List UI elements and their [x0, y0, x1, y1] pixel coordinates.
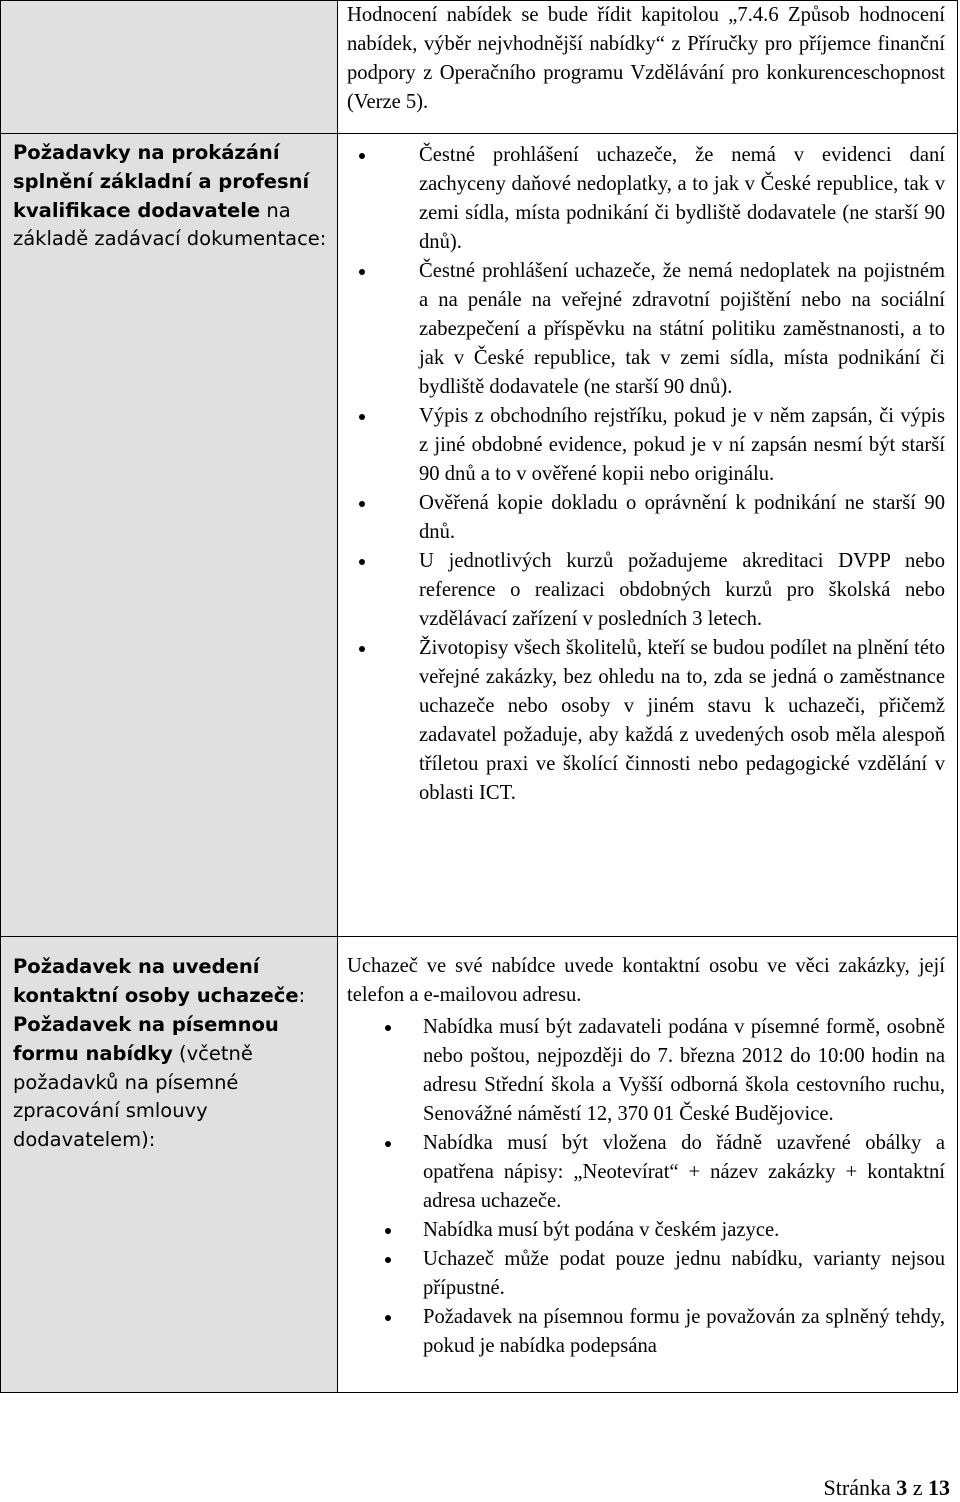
- list-item: Výpis z obchodního rejstříku, pokud je v něm zapsán, či výpis z jiné obdobné evidence, pokud je v ní zapsán nesmí být starší 90 dnů a to v ověřené kopii nebo originálu.: [419, 402, 945, 489]
- page-number: Stránka 3 z 13: [823, 1475, 950, 1500]
- list-item: U jednotlivých kurzů požadujeme akreditaci DVPP nebo reference o realizaci obdobných kurzů pro školská nebo vzdělávací zařízení v posledních 3 letech.: [419, 547, 945, 634]
- list-item: Požadavek na písemnou formu je považován za splněný tehdy, pokud je nabídka podepsána: [423, 1303, 945, 1361]
- contact-person-label: [13, 953, 331, 1011]
- bullet-icon: [359, 501, 365, 507]
- total-pages: 13: [928, 1475, 950, 1500]
- row-divider-1: [1, 133, 957, 134]
- list-item: Čestné prohlášení uchazeče, že nemá v evidenci daní zachyceny daňové nedoplatky, a to jak v České republice, tak v zemi sídla, místa podnikání či bydliště dodavatele (ne starší 90 dnů).: [419, 141, 945, 257]
- row1-label-cell: [1, 1, 337, 133]
- qualification-label-rest: na základě zadávací dokumentace:: [13, 198, 327, 251]
- list-item: Čestné prohlášení uchazeče, že nemá nedoplatek na pojistném a na penále na veřejné zdravotní pojištění nebo na sociální zabezpečení a příspěvku na státní politiku zaměstnanosti, a to jak v České republice, tak v zemi sídla, místa podnikání či bydliště dodavatele (ne starší 90 dnů).: [419, 257, 945, 402]
- qualification-list: [419, 141, 945, 808]
- evaluation-text: Hodnocení nabídek se bude řídit kapitolou „7.4.6 Způsob hodnocení nabídek, výběr nejvhodnější nabídky“ z Příručky pro příjemce finanční podpory z Operačního programu Vzdělávání pro konkurenceschopnost (Verze 5).: [347, 4, 945, 113]
- bullet-icon: [385, 1141, 391, 1147]
- bullet-icon: [359, 269, 365, 275]
- list-item: Životopisy všech školitelů, kteří se budou podílet na plnění této veřejné zakázky, bez ohledu na to, zda se jedná o zaměstnance uchazeče nebo osoby v jiném stavu k uchazeči, přičemž zadavatel požaduje, aby každá z uvedených osob měla alespoň tříletou praxi ve školící činnosti nebo pedagogické vzdělání v oblasti ICT.: [419, 634, 945, 808]
- list-item: Ověřená kopie dokladu o oprávnění k podnikání ne starší 90 dnů.: [419, 489, 945, 547]
- bullet-icon: [359, 559, 365, 565]
- bullet-icon: [359, 414, 365, 420]
- contact-person-label-bold: Požadavek na uvedení kontaktní osoby uchazeče: [13, 955, 299, 1007]
- list-item: Nabídka musí být vložena do řádně uzavřené obálky a opatřena nápisy: „Neotevírat“ + název zakázky + kontaktní adresa uchazeče.: [423, 1129, 945, 1216]
- list-item: Nabídka musí být podána v českém jazyce.: [423, 1216, 945, 1245]
- bullet-icon: [359, 646, 365, 652]
- bullet-icon: [385, 1315, 391, 1321]
- contact-person-text: Uchazeč ve své nabídce uvede kontaktní osobu ve věci zakázky, její telefon a e-mailovou adresu.: [347, 955, 945, 1006]
- bullet-icon: [385, 1228, 391, 1234]
- row2-label-cell: [1, 134, 337, 936]
- row-divider-2: [1, 936, 957, 937]
- written-form-label-bold: Požadavek na písemnou formu nabídky: [13, 1013, 279, 1065]
- written-form-list: [423, 1013, 945, 1361]
- bullet-icon: [359, 153, 365, 159]
- list-item: Uchazeč může podat pouze jednu nabídku, varianty nejsou přípustné.: [423, 1245, 945, 1303]
- written-form-label: [13, 1011, 331, 1155]
- written-form-label-rest: (včetně požadavků na písemné zpracování smlouvy dodavatelem):: [13, 1041, 253, 1152]
- qualification-label-bold: Požadavky na prokázání splnění základní a profesní kvalifikace dodavatele: [13, 141, 310, 222]
- bullet-icon: [385, 1025, 391, 1031]
- qualification-label: [13, 139, 331, 254]
- column-divider: [337, 1, 338, 1392]
- list-item: Nabídka musí být zadavateli podána v písemné formě, osobně nebo poštou, nejpozději do 7. března 2012 do 10:00 hodin na adresu Střední škola a Vyšší odborná škola cestovního ruchu, Senovážné náměstí 12, 370 01 České Budějovice.: [423, 1013, 945, 1129]
- current-page: 3: [896, 1475, 908, 1500]
- bullet-icon: [385, 1257, 391, 1263]
- contact-person-label-rest: :: [298, 983, 306, 1007]
